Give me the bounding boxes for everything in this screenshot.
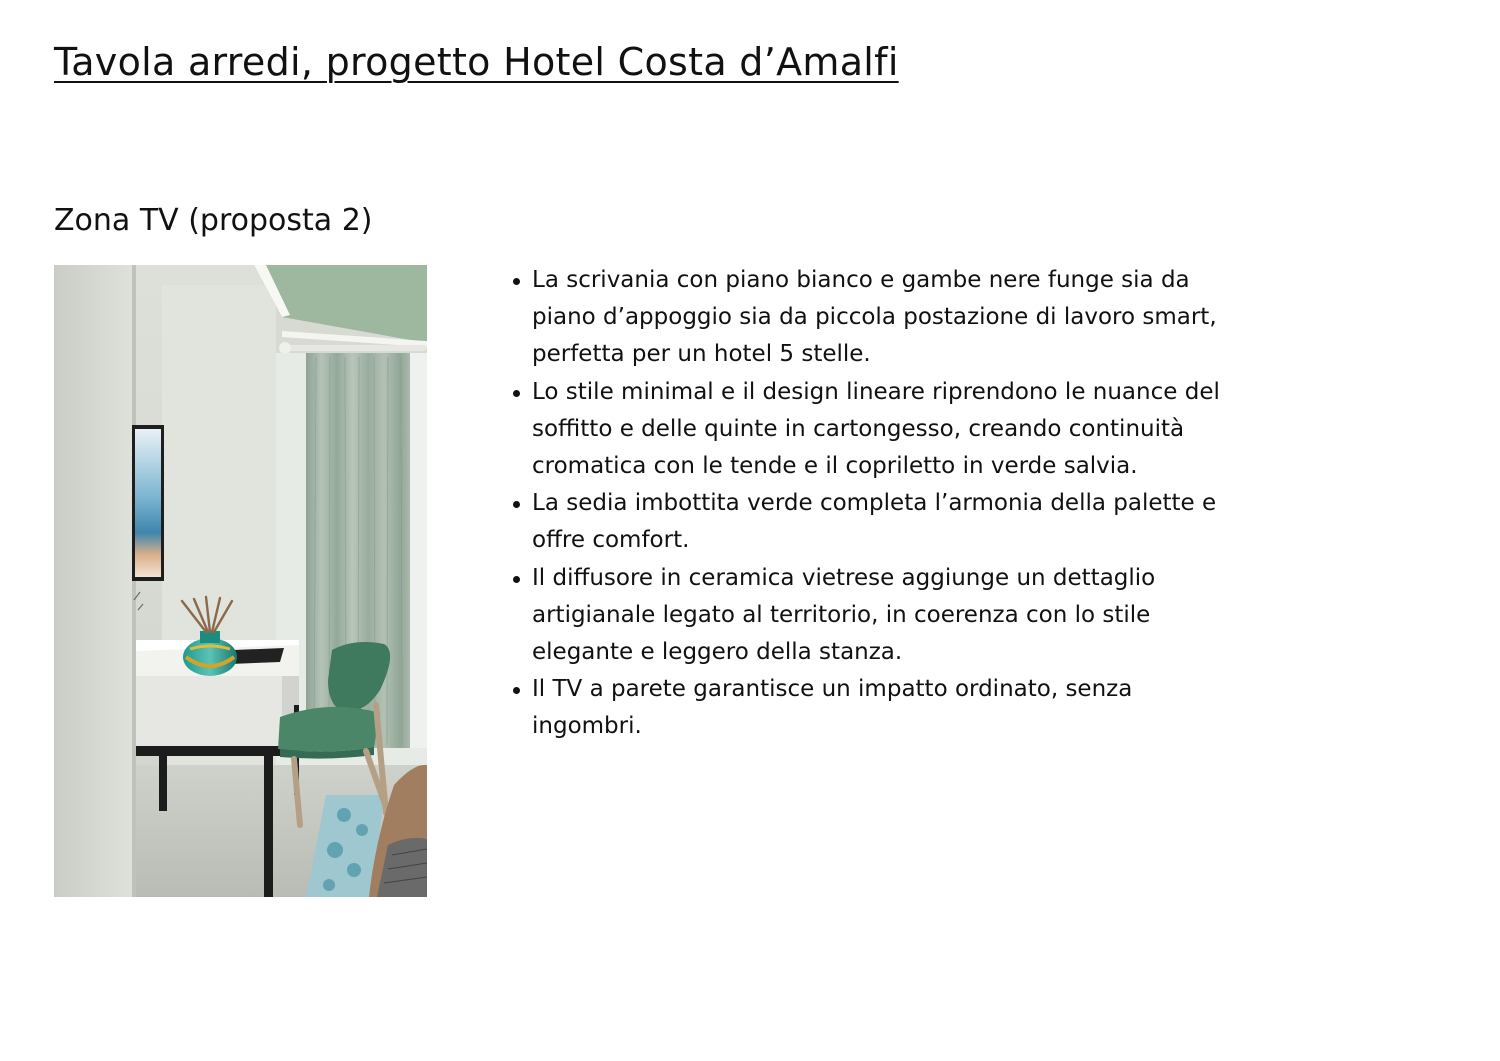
room-render-image xyxy=(54,265,427,897)
feature-list xyxy=(510,262,1222,746)
section-title: Zona TV (proposta 2) xyxy=(54,203,373,238)
list-item: La scrivania con piano bianco e gambe nere funge sia da piano d’appoggio sia da piccola postazione di lavoro smart, perfetta per un hotel 5 stelle. xyxy=(532,262,1222,374)
list-item: Il diffusore in ceramica vietrese aggiunge un dettaglio artigianale legato al territorio, in coerenza con lo stile elegante e leggero della stanza. xyxy=(532,560,1222,672)
list-item: Il TV a parete garantisce un impatto ordinato, senza ingombri. xyxy=(532,671,1222,745)
room-render-illustration xyxy=(54,265,427,897)
page-title: Tavola arredi, progetto Hotel Costa d’Amalfi xyxy=(54,40,899,84)
list-item: Lo stile minimal e il design lineare riprendono le nuance del soffitto e delle quinte in cartongesso, creando continuità cromatica con le tende e il copriletto in verde salvia. xyxy=(532,374,1222,486)
list-item: La sedia imbottita verde completa l’armonia della palette e offre comfort. xyxy=(532,485,1222,559)
